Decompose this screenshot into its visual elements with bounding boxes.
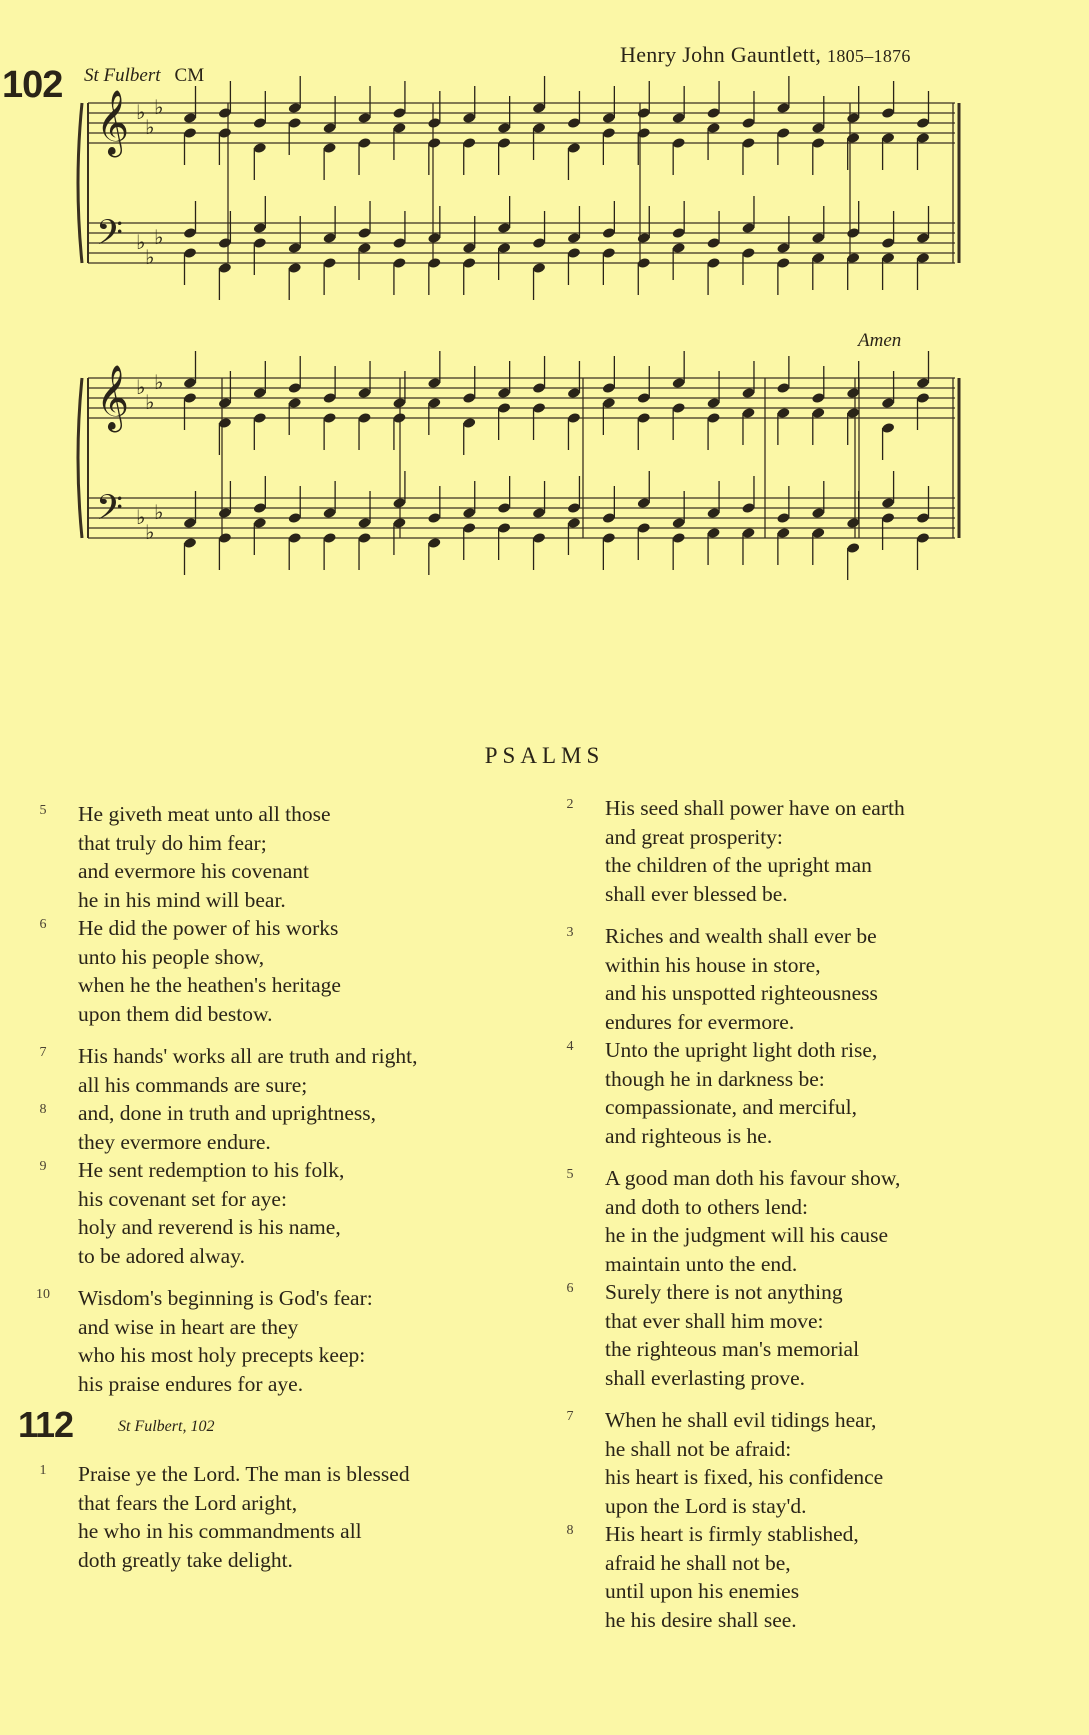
verse [545, 1164, 1015, 1278]
hymn-112-tune: St Fulbert, 102 [118, 1418, 215, 1435]
verse-number: 10 [36, 1287, 50, 1302]
verse-line: Wisdom's beginning is God's fear: [78, 1286, 373, 1310]
tune-title: St Fulbert [84, 65, 161, 86]
verse [545, 1036, 1015, 1150]
verse [18, 914, 488, 1028]
verse-line: holy and reverend is his name, [78, 1215, 341, 1239]
verse-number: 1 [39, 1463, 47, 1478]
verse [18, 1042, 488, 1099]
verse-number: 2 [566, 797, 574, 812]
stanza [18, 1460, 488, 1574]
svg-text:♭: ♭ [145, 115, 155, 139]
verse-line: all his commands are sure; [78, 1072, 308, 1097]
composer-name: Henry John Gauntlett, [620, 42, 822, 67]
verse-line: he in his mind will bear. [78, 887, 286, 912]
verse-line: who his most holy precepts keep: [78, 1343, 366, 1367]
verse-number: 7 [39, 1045, 47, 1060]
verse-line: He did the power of his works [78, 916, 339, 940]
verse-line: that ever shall him move: [605, 1308, 824, 1333]
verse-line: he shall not be afraid: [605, 1436, 792, 1461]
stanza [545, 794, 1015, 908]
svg-text:♭: ♭ [136, 100, 146, 124]
verse [18, 800, 488, 914]
verse-number: 5 [39, 803, 47, 818]
verse-number: 6 [39, 917, 47, 932]
verse-line: he who in his commandments all [78, 1519, 362, 1543]
verse [18, 1460, 488, 1574]
verse-line: He giveth meat unto all those [78, 802, 331, 826]
verse [18, 1156, 488, 1270]
verse-line: and righteous is he. [605, 1123, 773, 1148]
svg-text:♭: ♭ [136, 505, 146, 529]
tune-meter: CM [174, 65, 205, 86]
verse-line: shall everlasting prove. [605, 1365, 806, 1390]
svg-text:𝄢: 𝄢 [96, 487, 124, 536]
composer-dates: 1805–1876 [827, 46, 911, 66]
verse-number: 9 [39, 1159, 47, 1174]
verse-number: 5 [566, 1167, 574, 1182]
verse-line: his covenant set for aye: [78, 1186, 287, 1211]
verse-line: upon them did bestow. [78, 1001, 273, 1026]
verse-line: that fears the Lord aright, [78, 1490, 298, 1515]
verse-line: he in the judgment will his cause [605, 1223, 889, 1247]
verse-line: afraid he shall not be, [605, 1550, 791, 1575]
verse-line: they evermore endure. [78, 1129, 271, 1154]
verse-line: and, done in truth and uprightness, [78, 1101, 376, 1125]
verse-line: Unto the upright light doth rise, [605, 1038, 878, 1062]
verse-line: and wise in heart are they [78, 1314, 299, 1339]
verse [545, 1520, 1015, 1634]
verse-line: When he shall evil tidings hear, [605, 1408, 877, 1432]
verse-line: when he the heathen's heritage [78, 973, 341, 997]
verse-line: His heart is firmly stablished, [605, 1522, 859, 1546]
verse-line: his praise endures for aye. [78, 1371, 304, 1396]
verse [545, 1278, 1015, 1392]
verse-number: 8 [39, 1102, 47, 1117]
verse-line: and his unspotted righteousness [605, 981, 878, 1005]
svg-text:♭: ♭ [136, 230, 146, 254]
verse [18, 1284, 488, 1398]
stanza [545, 1164, 1015, 1392]
music-score [0, 0, 1089, 600]
stanza [18, 800, 488, 1028]
verse-line: doth greatly take delight. [78, 1547, 293, 1572]
amen-label: Amen [858, 330, 902, 351]
verse-line: He sent redemption to his folk, [78, 1158, 345, 1182]
verse-line: Praise ye the Lord. The man is blessed [78, 1462, 410, 1486]
verse-line: unto his people show, [78, 944, 265, 969]
verse-line: that truly do him fear; [78, 830, 267, 855]
svg-text:𝄢: 𝄢 [96, 212, 124, 261]
verse-line: Surely there is not anything [605, 1280, 843, 1304]
verse-line: compassionate, and merciful, [605, 1095, 857, 1119]
verse-line: his heart is fixed, his confidence [605, 1465, 884, 1489]
verse-line: the children of the upright man [605, 853, 872, 877]
verse-line: to be adored alway. [78, 1243, 245, 1268]
verse [18, 1099, 488, 1156]
svg-text:𝄞: 𝄞 [96, 365, 130, 430]
verse-number: 8 [566, 1523, 574, 1538]
verse-line: shall ever blessed be. [605, 881, 788, 906]
verse-line: maintain unto the end. [605, 1251, 798, 1276]
verse-line: within his house in store, [605, 952, 821, 977]
svg-text:♭: ♭ [154, 225, 164, 249]
right-column [545, 794, 1015, 1634]
svg-text:♭: ♭ [136, 375, 146, 399]
svg-text:♭: ♭ [154, 370, 164, 394]
section-title: PSALMS [484, 743, 605, 768]
hymn-number: 102 [2, 64, 63, 106]
verse-line: endures for evermore. [605, 1009, 795, 1034]
svg-text:𝄞: 𝄞 [96, 90, 130, 155]
stanza [18, 1284, 488, 1398]
left-column [18, 800, 488, 1574]
hymn-112-number: 112 [18, 1404, 74, 1445]
stanza [545, 922, 1015, 1150]
verse-line: the righteous man's memorial [605, 1337, 860, 1361]
verse [545, 794, 1015, 908]
verse [545, 1406, 1015, 1520]
verse-number: 4 [566, 1039, 574, 1054]
verse-line: His seed shall power have on earth [605, 796, 905, 820]
verse-line: Riches and wealth shall ever be [605, 924, 877, 948]
stanza [545, 1406, 1015, 1634]
svg-text:♭: ♭ [154, 95, 164, 119]
stanza [18, 1042, 488, 1270]
verse-line: and great prosperity: [605, 824, 783, 849]
svg-text:♭: ♭ [145, 245, 155, 269]
verse-number: 3 [566, 925, 574, 940]
verse [545, 922, 1015, 1036]
verse-number: 6 [566, 1281, 574, 1296]
verse-line: and evermore his covenant [78, 859, 310, 883]
verse-line: though he in darkness be: [605, 1066, 825, 1091]
verse-number: 7 [566, 1409, 574, 1424]
verse-line: until upon his enemies [605, 1579, 800, 1603]
hymn-112-header [18, 1404, 488, 1460]
svg-text:♭: ♭ [154, 500, 164, 524]
verse-line: and doth to others lend: [605, 1194, 809, 1219]
verse-line: His hands' works all are truth and right, [78, 1044, 418, 1068]
verse-line: upon the Lord is stay'd. [605, 1493, 807, 1518]
svg-text:♭: ♭ [145, 520, 155, 544]
verse-line: he his desire shall see. [605, 1607, 797, 1632]
svg-text:♭: ♭ [145, 390, 155, 414]
verse-line: A good man doth his favour show, [605, 1166, 901, 1190]
